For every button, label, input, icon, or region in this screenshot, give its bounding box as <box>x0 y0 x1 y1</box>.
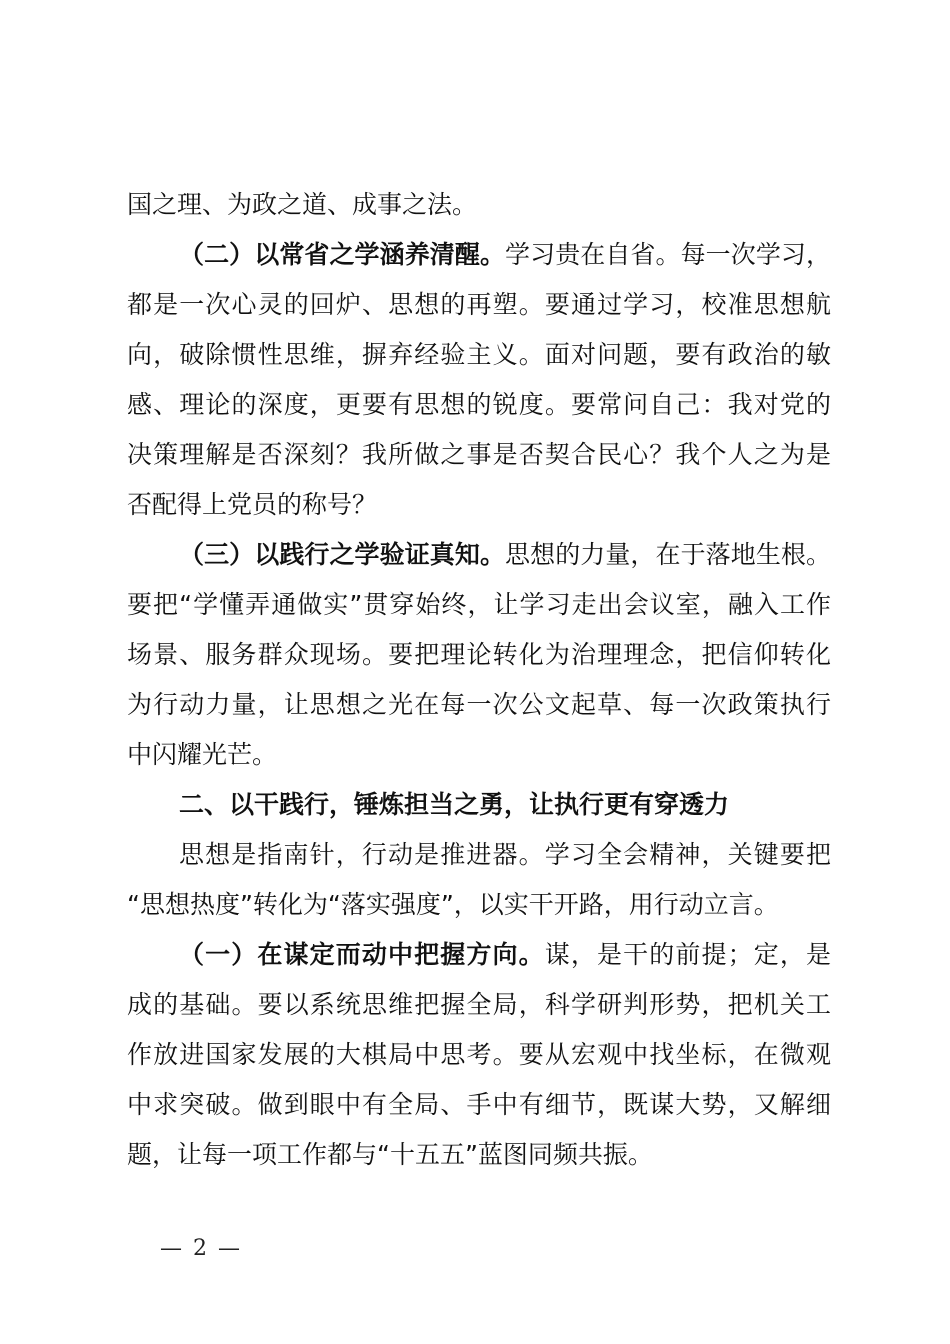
body-text: 国之理、为政之道、成事之法。 <box>127 190 478 219</box>
body-text: 为行动力量，让思想之光在每一次公文起草、每一次政策执行 <box>127 690 831 719</box>
bold-heading-text: 二、以干践行，锤炼担当之勇，让执行更有穿透力 <box>179 790 730 819</box>
text-line <box>127 730 831 780</box>
bold-heading-text: （一）在谋定而动中把握方向。 <box>179 940 545 969</box>
body-text: 题，让每一项工作都与“十五五”蓝图同频共振。 <box>127 1140 653 1169</box>
body-text: 中闪耀光芒。 <box>127 740 278 769</box>
text-line <box>127 780 831 830</box>
body-text: 学习贵在自省。每一次学习， <box>505 240 831 269</box>
body-text: 决策理解是否深刻？我所做之事是否契合民心？我个人之为是 <box>127 440 831 469</box>
body-text: 向，破除惯性思维，摒弃经验主义。面对问题，要有政治的敏 <box>127 340 831 369</box>
page-number: — 2 — <box>160 1236 242 1261</box>
body-text: 成的基础。要以系统思维把握全局，科学研判形势，把机关工 <box>127 990 831 1019</box>
text-line <box>127 1130 831 1180</box>
body-text: 否配得上党员的称号？ <box>127 490 378 519</box>
document-body <box>127 180 831 1180</box>
body-text: 要把“学懂弄通做实”贯穿始终，让学习走出会议室，融入工作 <box>127 590 831 619</box>
text-line <box>127 1080 831 1130</box>
text-line <box>127 180 831 230</box>
text-line <box>127 330 831 380</box>
body-text: 感、理论的深度，更要有思想的锐度。要常问自己：我对党的 <box>127 390 831 419</box>
text-line <box>127 480 831 530</box>
body-text: 谋，是干的前提；定，是 <box>544 940 831 969</box>
text-line <box>127 1030 831 1080</box>
body-text: “思想热度”转化为“落实强度”，以实干开路，用行动立言。 <box>127 890 779 919</box>
text-line <box>127 530 831 580</box>
bold-heading-text: （二）以常省之学涵养清醒。 <box>179 240 506 269</box>
text-line <box>127 380 831 430</box>
body-text: 思想是指南针，行动是推进器。学习全会精神，关键要把 <box>179 840 831 869</box>
body-text: 中求突破。做到眼中有全局、手中有细节，既谋大势，又解细 <box>127 1090 831 1119</box>
text-line <box>127 980 831 1030</box>
body-text: 场景、服务群众现场。要把理论转化为治理理念，把信仰转化 <box>127 640 831 669</box>
text-line <box>127 280 831 330</box>
bold-heading-text: （三）以践行之学验证真知。 <box>179 540 506 569</box>
body-text: 思想的力量，在于落地生根。 <box>505 540 831 569</box>
body-text: 作放进国家发展的大棋局中思考。要从宏观中找坐标，在微观 <box>127 1040 831 1069</box>
text-line <box>127 580 831 630</box>
text-line <box>127 430 831 480</box>
body-text: 都是一次心灵的回炉、思想的再塑。要通过学习，校准思想航 <box>127 290 831 319</box>
text-line <box>127 830 831 880</box>
text-line <box>127 880 831 930</box>
text-line <box>127 680 831 730</box>
text-line <box>127 930 831 980</box>
text-line <box>127 230 831 280</box>
text-line <box>127 630 831 680</box>
